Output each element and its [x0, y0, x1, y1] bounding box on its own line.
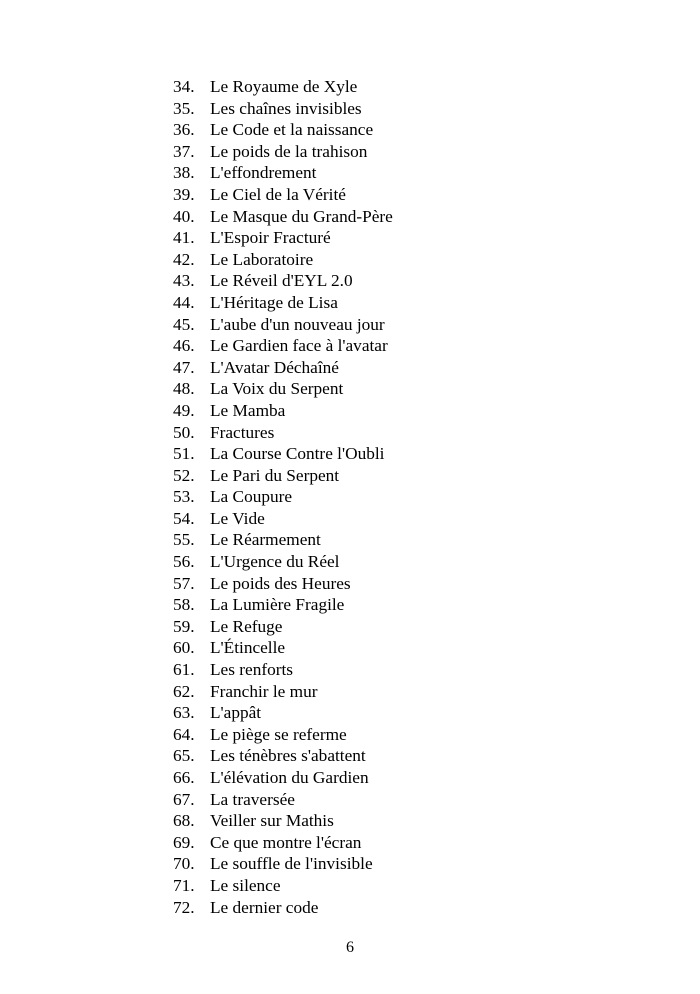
toc-entry [173, 335, 393, 357]
chapter-number: 46. [173, 336, 195, 356]
chapter-title: Fractures [210, 422, 275, 442]
chapter-title: Les ténèbres s'abattent [210, 746, 366, 766]
chapter-title: Ce que montre l'écran [210, 832, 362, 852]
chapter-title: Le Ciel de la Vérité [210, 184, 346, 204]
chapter-title: Veiller sur Mathis [210, 811, 334, 831]
chapter-title: Le Mamba [210, 400, 286, 420]
toc-entry [173, 378, 393, 400]
chapter-number: 37. [173, 141, 195, 161]
chapter-title: La Coupure [210, 487, 293, 507]
chapter-number: 55. [173, 530, 195, 550]
toc-entry [173, 789, 393, 811]
chapter-number: 51. [173, 444, 195, 464]
toc-entry [173, 184, 393, 206]
toc-entry [173, 206, 393, 228]
chapter-title: Le Vide [210, 508, 265, 528]
toc-entry [173, 659, 393, 681]
chapter-title: L'Avatar Déchaîné [210, 357, 339, 377]
chapter-title: La Course Contre l'Oubli [210, 444, 385, 464]
toc-entry [173, 745, 393, 767]
toc-entry [173, 98, 393, 120]
table-of-contents-list [173, 76, 393, 918]
toc-entry [173, 76, 393, 98]
toc-entry [173, 702, 393, 724]
chapter-number: 36. [173, 120, 195, 140]
chapter-title: L'Urgence du Réel [210, 552, 340, 572]
toc-entry [173, 465, 393, 487]
toc-entry [173, 508, 393, 530]
chapter-number: 71. [173, 875, 195, 895]
toc-entry [173, 810, 393, 832]
chapter-number: 66. [173, 768, 195, 787]
chapter-title: Le poids des Heures [210, 573, 351, 593]
toc-entry [173, 853, 393, 875]
chapter-number: 48. [173, 379, 195, 399]
toc-entry [173, 486, 393, 508]
chapter-title: Les chaînes invisibles [210, 98, 362, 118]
toc-entry [173, 270, 393, 292]
toc-entry [173, 357, 393, 379]
chapter-title: L'Étincelle [210, 638, 286, 658]
chapter-title: Le Code et la naissance [210, 120, 374, 140]
toc-entry [173, 162, 393, 184]
chapter-number: 62. [173, 681, 195, 701]
chapter-number: 34. [173, 77, 195, 96]
toc-entry [173, 314, 393, 336]
chapter-number: 35. [173, 98, 195, 118]
chapter-title: L'élévation du Gardien [210, 768, 369, 787]
chapter-title: Le silence [210, 875, 281, 895]
toc-entry [173, 724, 393, 746]
chapter-title: L'Espoir Fracturé [210, 228, 331, 248]
chapter-number: 45. [173, 314, 195, 334]
chapter-title: Le dernier code [210, 897, 319, 917]
toc-entry [173, 897, 393, 919]
chapter-title: Le Laboratoire [210, 249, 314, 269]
chapter-number: 72. [173, 897, 195, 917]
chapter-number: 41. [173, 228, 195, 248]
chapter-title: L'aube d'un nouveau jour [210, 314, 385, 334]
chapter-number: 38. [173, 163, 195, 183]
chapter-number: 42. [173, 249, 195, 269]
chapter-number: 50. [173, 422, 195, 442]
chapter-number: 59. [173, 616, 195, 636]
page-number: 6 [346, 939, 354, 956]
chapter-number: 70. [173, 854, 195, 874]
toc-entry [173, 573, 393, 595]
toc-entry [173, 637, 393, 659]
chapter-title: Le Royaume de Xyle [210, 77, 358, 96]
chapter-number: 68. [173, 811, 195, 831]
chapter-title: Le Réveil d'EYL 2.0 [210, 271, 353, 291]
chapter-number: 47. [173, 357, 195, 377]
chapter-title: Le souffle de l'invisible [210, 854, 373, 874]
chapter-title: Le piège se referme [210, 724, 347, 744]
chapter-title: L'appât [210, 703, 262, 723]
chapter-title: Le poids de la trahison [210, 141, 368, 161]
toc-entry [173, 227, 393, 249]
toc-entry [173, 422, 393, 444]
chapter-number: 63. [173, 703, 195, 723]
toc-entry [173, 249, 393, 271]
chapter-title: L'Héritage de Lisa [210, 292, 338, 312]
toc-entry [173, 616, 393, 638]
chapter-number: 57. [173, 573, 195, 593]
chapter-title: La Voix du Serpent [210, 379, 344, 399]
chapter-number: 40. [173, 206, 195, 226]
chapter-title: La traversée [210, 789, 295, 809]
chapter-number: 52. [173, 465, 195, 485]
chapter-number: 61. [173, 660, 195, 680]
toc-entry [173, 551, 393, 573]
chapter-number: 67. [173, 789, 195, 809]
chapter-title: Le Refuge [210, 616, 283, 636]
chapter-title: Le Réarmement [210, 530, 321, 550]
chapter-number: 49. [173, 400, 195, 420]
chapter-number: 56. [173, 552, 195, 572]
chapter-title: Le Masque du Grand-Père [210, 206, 393, 226]
chapter-number: 44. [173, 292, 195, 312]
toc-entry [173, 529, 393, 551]
toc-entry [173, 400, 393, 422]
chapter-title: La Lumière Fragile [210, 595, 345, 615]
chapter-number: 65. [173, 746, 195, 766]
toc-entry [173, 292, 393, 314]
toc-entry [173, 119, 393, 141]
chapter-number: 53. [173, 487, 195, 507]
chapter-number: 43. [173, 271, 195, 291]
toc-entry [173, 594, 393, 616]
toc-entry [173, 767, 393, 789]
toc-entry [173, 832, 393, 854]
toc-entry [173, 681, 393, 703]
chapter-title: Franchir le mur [210, 681, 318, 701]
chapter-title: Le Pari du Serpent [210, 465, 340, 485]
chapter-number: 64. [173, 724, 195, 744]
chapter-number: 69. [173, 832, 195, 852]
toc-entry [173, 875, 393, 897]
chapter-number: 60. [173, 638, 195, 658]
chapter-title: L'effondrement [210, 163, 317, 183]
toc-entry [173, 443, 393, 465]
chapter-number: 58. [173, 595, 195, 615]
chapter-title: Les renforts [210, 660, 294, 680]
chapter-title: Le Gardien face à l'avatar [210, 336, 388, 356]
chapter-number: 54. [173, 508, 195, 528]
chapter-number: 39. [173, 184, 195, 204]
toc-entry [173, 141, 393, 163]
